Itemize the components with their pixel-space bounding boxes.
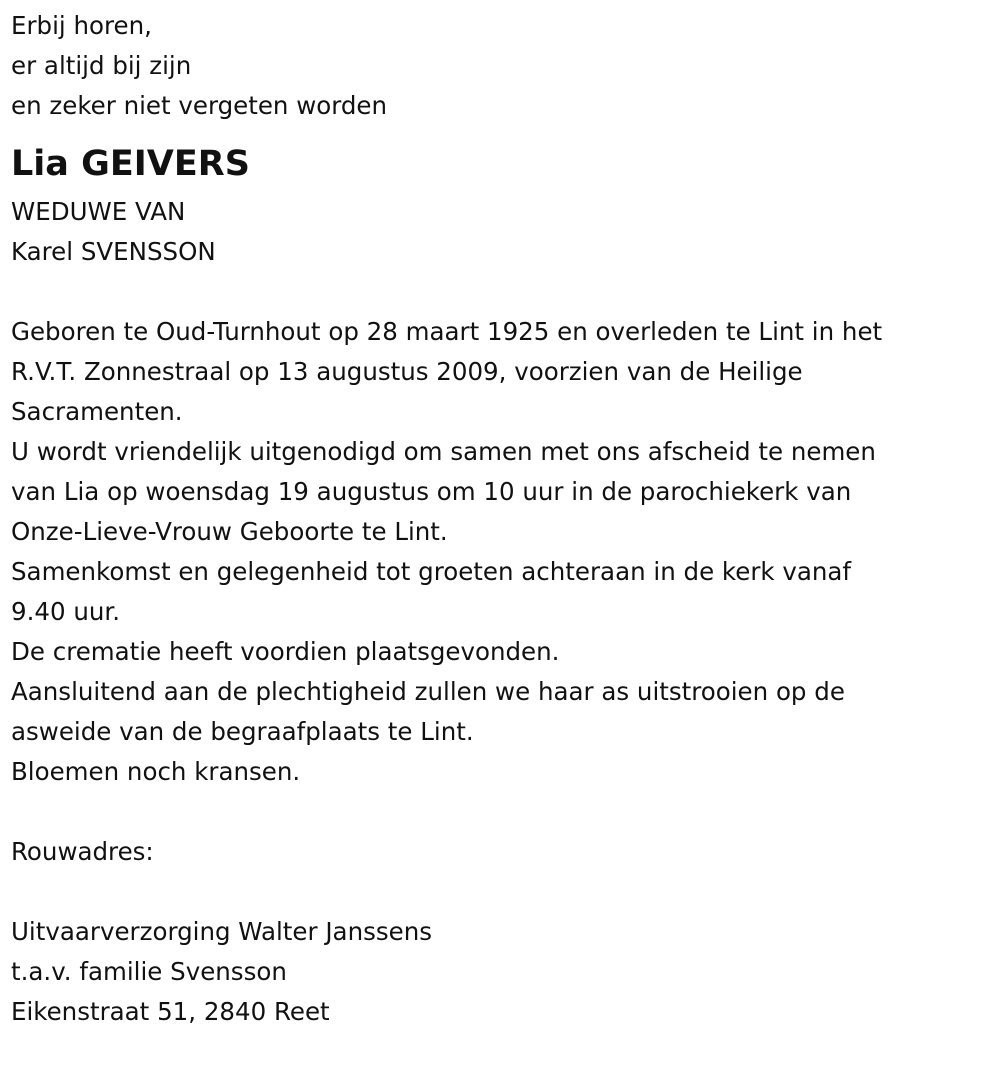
verse-block: [11, 6, 991, 126]
body-line: U wordt vriendelijk uitgenodigd om samen met ons afscheid te nemen: [11, 437, 876, 466]
body-line: Bloemen noch kransen.: [11, 757, 301, 786]
verse-line: Erbij horen,: [11, 11, 152, 40]
announcement-body: [11, 312, 991, 792]
spacer: [11, 872, 991, 912]
body-line: Samenkomst en gelegenheid tot groeten achteraan in de kerk vanaf: [11, 557, 852, 586]
body-line: Aansluitend aan de plechtigheid zullen we haar as uitstrooien op de: [11, 677, 845, 706]
body-line: Geboren te Oud-Turnhout op 28 maart 1925 en overleden te Lint in het: [11, 317, 883, 346]
mourning-address: [11, 912, 991, 1032]
obituary-notice: [11, 6, 991, 1032]
spacer: [11, 272, 991, 312]
widow-of-label: WEDUWE VAN: [11, 197, 186, 226]
body-line: van Lia op woensdag 19 augustus om 10 uur in de parochiekerk van: [11, 477, 852, 506]
body-line: De crematie heeft voordien plaatsgevonden.: [11, 637, 560, 666]
verse-line: er altijd bij zijn: [11, 51, 192, 80]
spouse-name: Karel SVENSSON: [11, 237, 216, 266]
body-line: asweide van de begraafplaats te Lint.: [11, 717, 474, 746]
deceased-name: Lia GEIVERS: [11, 144, 250, 184]
body-line: R.V.T. Zonnestraal op 13 augustus 2009, voorzien van de Heilige: [11, 357, 803, 386]
body-line: Sacramenten.: [11, 397, 183, 426]
address-line: t.a.v. familie Svensson: [11, 957, 287, 986]
body-line: Onze-Lieve-Vrouw Geboorte te Lint.: [11, 517, 448, 546]
verse-line: en zeker niet vergeten worden: [11, 91, 388, 120]
address-label: Rouwadres:: [11, 837, 154, 866]
address-line: Uitvaarverzorging Walter Janssens: [11, 917, 432, 946]
spacer: [11, 792, 991, 832]
body-line: 9.40 uur.: [11, 597, 121, 626]
address-line: Eikenstraat 51, 2840 Reet: [11, 997, 330, 1026]
